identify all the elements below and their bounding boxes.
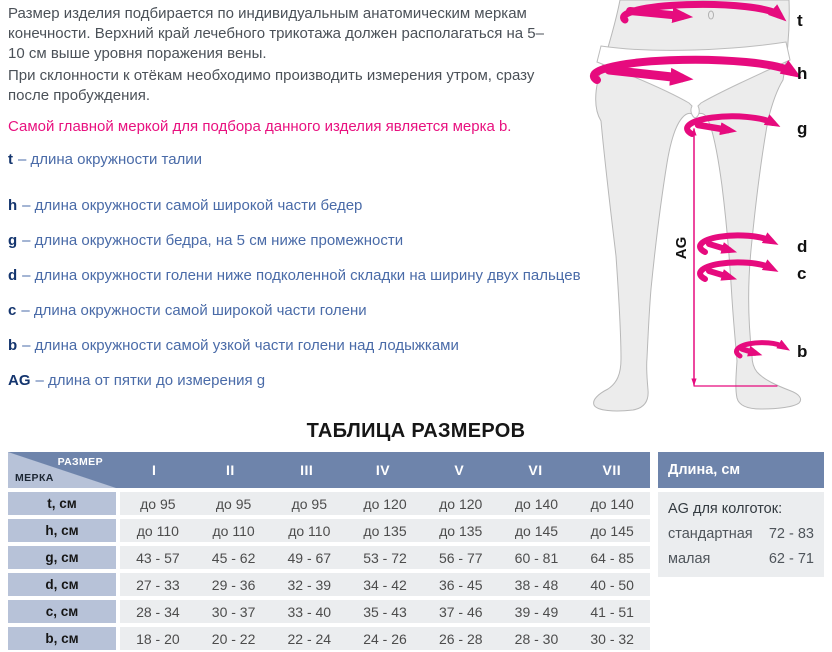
corner-label-size: РАЗМЕР <box>57 456 103 468</box>
table-cell: 33 - 40 <box>287 603 332 620</box>
table-cell: 28 - 34 <box>136 603 180 620</box>
label-t: t <box>797 11 803 30</box>
row-label: h, см <box>8 519 116 542</box>
table-cell: 41 - 51 <box>590 603 634 620</box>
row-values <box>120 600 650 623</box>
table-cell: 26 - 28 <box>438 630 483 647</box>
length-panel-note: AG для колготок: <box>668 501 783 517</box>
length-row-label: стандартная <box>668 526 753 542</box>
row-values <box>120 573 650 596</box>
length-row-label: малая <box>668 551 711 567</box>
table-cell: до 120 <box>439 495 483 512</box>
table-cell: 24 - 26 <box>363 630 407 647</box>
table-cell: 20 - 22 <box>211 630 256 647</box>
table-cell: 28 - 30 <box>514 630 559 647</box>
measurement-key: c <box>8 302 17 319</box>
table-cell: 45 - 62 <box>211 549 256 566</box>
measurement-desc: – длина окружности самой широкой части голени <box>21 302 367 319</box>
column-header: VII <box>574 452 650 488</box>
table-cell: до 95 <box>215 495 252 512</box>
table-cell: 30 - 37 <box>211 603 256 620</box>
table-cell: до 145 <box>514 522 559 539</box>
table-cell: 35 - 43 <box>363 603 407 620</box>
row-values <box>120 519 650 542</box>
table-cell: до 95 <box>140 495 176 512</box>
row-values <box>120 492 650 515</box>
table-cell: 56 - 77 <box>438 549 483 566</box>
table-cell: до 140 <box>514 495 559 512</box>
measurement-desc: – длина окружности талии <box>18 151 203 168</box>
table-cell: 43 - 57 <box>136 549 180 566</box>
row-values <box>120 546 650 569</box>
measurement-item-g <box>8 231 608 251</box>
length-panel-body <box>658 492 824 577</box>
measurement-desc: – длина окружности голени ниже подколенной складки на ширину двух пальцев <box>22 267 581 284</box>
measurement-key: b <box>8 337 18 354</box>
measurement-item-h <box>8 196 608 216</box>
measurement-key: g <box>8 232 18 249</box>
table-cell: до 110 <box>212 522 255 539</box>
measurement-diagram <box>585 0 832 415</box>
table-cell: до 95 <box>291 495 327 512</box>
table-cell: 36 - 45 <box>438 576 483 593</box>
label-h: h <box>797 64 808 83</box>
intro-paragraph-1: Размер изделия подбирается по индивидуальным анатомическим меркам конечности. Верхний край лечебного трикотажа должен располагаться на 5–10 см выше уровня поражения вены. <box>8 5 544 62</box>
label-d: d <box>797 237 808 256</box>
table-row <box>8 492 650 515</box>
table-cell: 60 - 81 <box>514 549 559 566</box>
measurement-item-b <box>8 336 608 356</box>
measurement-desc: – длина окружности самой широкой части бедер <box>22 197 363 214</box>
measurement-desc: – длина окружности самой узкой части голени над лодыжками <box>22 337 459 354</box>
measurement-item-ag <box>8 371 608 391</box>
length-panel <box>658 452 824 577</box>
measurement-desc: – длина окружности бедра, на 5 см ниже промежности <box>22 232 404 249</box>
table-cell: до 145 <box>590 522 634 539</box>
row-values <box>120 627 650 650</box>
intro-highlight: Самой главной меркой для подбора данного изделия является мерка b. <box>8 118 512 135</box>
corner-label-measure: МЕРКА <box>15 472 54 484</box>
column-header: V <box>421 452 497 488</box>
table-cell: 32 - 39 <box>287 576 332 593</box>
measurement-key: AG <box>8 372 31 389</box>
column-header: II <box>192 452 268 488</box>
table-cell: 40 - 50 <box>590 576 634 593</box>
table-cell: до 110 <box>136 522 179 539</box>
row-label: b, см <box>8 627 116 650</box>
length-row-small <box>668 551 814 567</box>
table-cell: 29 - 36 <box>211 576 256 593</box>
row-label: g, см <box>8 546 116 569</box>
measurement-key: t <box>8 151 13 168</box>
length-row-value: 72 - 83 <box>768 526 814 542</box>
table-row <box>8 600 650 623</box>
measurement-desc: – длина от пятки до измерения g <box>35 372 266 389</box>
table-cell: до 135 <box>363 522 407 539</box>
table-row <box>8 519 650 542</box>
column-header: IV <box>345 452 421 488</box>
column-header: III <box>269 452 345 488</box>
table-cell: 53 - 72 <box>363 549 407 566</box>
table-cell: 64 - 85 <box>590 549 634 566</box>
measurement-item-c <box>8 301 608 321</box>
table-cell: до 120 <box>363 495 407 512</box>
column-header: VI <box>497 452 573 488</box>
measurement-item-d <box>8 266 608 286</box>
table-cell: 18 - 20 <box>136 630 180 647</box>
table-row <box>8 546 650 569</box>
table-row <box>8 573 650 596</box>
label-ag: AG <box>673 236 690 260</box>
length-row-standard <box>668 526 814 542</box>
size-table-title: ТАБЛИЦА РАЗМЕРОВ <box>306 420 526 442</box>
row-label: t, см <box>8 492 116 515</box>
label-b: b <box>797 342 808 361</box>
table-cell: до 135 <box>439 522 483 539</box>
table-cell: до 140 <box>590 495 634 512</box>
intro-paragraph-2: При склонности к отёкам необходимо производить измерения утром, сразу после пробуждения. <box>8 67 535 104</box>
table-cell: 30 - 32 <box>590 630 634 647</box>
label-g: g <box>797 119 808 138</box>
column-header: I <box>116 452 192 488</box>
length-row-value: 62 - 71 <box>768 551 814 567</box>
measurement-item-t <box>8 150 608 170</box>
length-panel-header: Длина, см <box>658 452 824 488</box>
table-cell: до 110 <box>288 522 331 539</box>
table-cell: 49 - 67 <box>287 549 332 566</box>
corner-cell <box>8 452 116 488</box>
label-c: c <box>797 264 807 283</box>
size-table <box>8 452 650 650</box>
table-cell: 34 - 42 <box>363 576 407 593</box>
size-table-header <box>8 452 650 488</box>
table-cell: 22 - 24 <box>287 630 332 647</box>
table-cell: 37 - 46 <box>438 603 483 620</box>
table-cell: 38 - 48 <box>514 576 559 593</box>
measurement-key: h <box>8 197 18 214</box>
row-label: d, см <box>8 573 116 596</box>
measurement-key: d <box>8 267 18 284</box>
row-label: c, см <box>8 600 116 623</box>
table-cell: 27 - 33 <box>136 576 180 593</box>
table-cell: 39 - 49 <box>514 603 559 620</box>
table-row <box>8 627 650 650</box>
